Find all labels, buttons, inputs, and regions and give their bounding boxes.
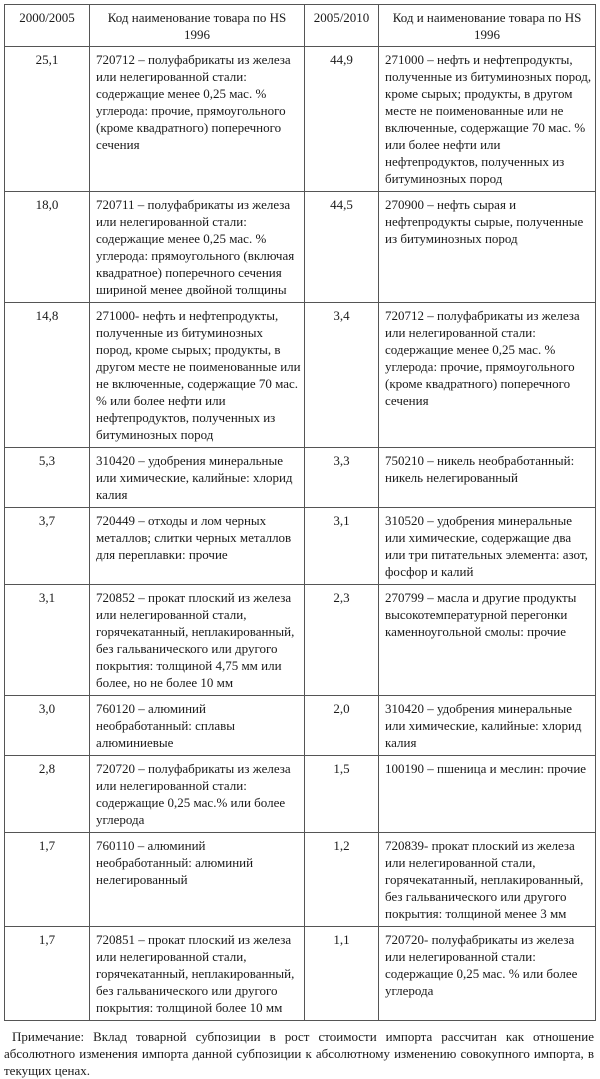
item-2005-2010: 310420 – удобрения минеральные или химические, калийные: хлорид калия <box>379 696 596 756</box>
share-2005-2010: 44,5 <box>305 192 379 303</box>
item-2000-2005: 720852 – прокат плоский из железа или нелегированной стали, горячекатанный, неплакированный, без гальванического или другого покрытия: толщиной 4,75 мм или более, но не более 10 мм <box>90 585 305 696</box>
item-2005-2010: 270799 – масла и другие продукты высокотемпературной перегонки каменноугольной смолы: прочие <box>379 585 596 696</box>
item-2000-2005: 310420 – удобрения минеральные или химические, калийные: хлорид калия <box>90 448 305 508</box>
item-2005-2010: 750210 – никель необработанный: никель нелегированный <box>379 448 596 508</box>
item-2005-2010: 310520 – удобрения минеральные или химические, содержащие два или три питательных элемента: азот, фосфор и калий <box>379 508 596 585</box>
share-2000-2005: 1,7 <box>5 833 90 927</box>
import-contribution-table <box>4 4 596 1021</box>
table-row <box>5 927 596 1021</box>
header-item-2000-2005: Код наименование товара по HS 1996 <box>90 5 305 47</box>
table-row <box>5 833 596 927</box>
share-2000-2005: 25,1 <box>5 47 90 192</box>
table-footnote: Примечание: Вклад товарной субпозиции в рост стоимости импорта рассчитан как отношение абсолютного изменения импорта данной субпозиции к абсолютному изменению совокупного импорта, в текущих ценах. <box>4 1029 594 1078</box>
table-header-row <box>5 5 596 47</box>
item-2005-2010: 270900 – нефть сырая и нефтепродукты сырые, полученные из битуминозных пород <box>379 192 596 303</box>
share-2000-2005: 3,7 <box>5 508 90 585</box>
share-2005-2010: 3,4 <box>305 303 379 448</box>
share-2000-2005: 2,8 <box>5 756 90 833</box>
table-row <box>5 508 596 585</box>
item-2000-2005: 720720 – полуфабрикаты из железа или нелегированной стали: содержащие 0,25 мас.% или более углерода <box>90 756 305 833</box>
item-2005-2010: 720712 – полуфабрикаты из железа или нелегированной стали: содержащие менее 0,25 мас. % углерода: прочие, прямоугольного (кроме квадратного) поперечного сечения <box>379 303 596 448</box>
header-period-2000-2005: 2000/2005 <box>5 5 90 47</box>
table-row <box>5 192 596 303</box>
item-2000-2005: 720851 – прокат плоский из железа или нелегированной стали, горячекатанный, неплакированный, без гальванического или другого покрытия: толщиной более 10 мм <box>90 927 305 1021</box>
item-2000-2005: 271000- нефть и нефтепродукты, полученные из битуминозных пород, кроме сырых; продукты, в другом месте не поименованные или не включенные, содержащие 70 мас. % или более нефти или нефтепродуктов, полученных из битуминозных пород <box>90 303 305 448</box>
header-period-2005-2010: 2005/2010 <box>305 5 379 47</box>
share-2005-2010: 2,3 <box>305 585 379 696</box>
share-2000-2005: 1,7 <box>5 927 90 1021</box>
item-2000-2005: 720711 – полуфабрикаты из железа или нелегированной стали: содержащие менее 0,25 мас. % углерода: прямоугольного (включая квадратное) поперечного сечения шириной менее двойной толщины <box>90 192 305 303</box>
table-row <box>5 696 596 756</box>
item-2005-2010: 720839- прокат плоский из железа или нелегированной стали, горячекатанный, неплакированный, без гальванического или другого покрытия: толщиной менее 3 мм <box>379 833 596 927</box>
header-item-2005-2010: Код и наименование товара по HS 1996 <box>379 5 596 47</box>
share-2000-2005: 18,0 <box>5 192 90 303</box>
share-2000-2005: 3,0 <box>5 696 90 756</box>
share-2000-2005: 14,8 <box>5 303 90 448</box>
share-2000-2005: 5,3 <box>5 448 90 508</box>
table-row <box>5 303 596 448</box>
share-2005-2010: 3,1 <box>305 508 379 585</box>
table-row <box>5 448 596 508</box>
share-2000-2005: 3,1 <box>5 585 90 696</box>
table-row <box>5 47 596 192</box>
item-2005-2010: 271000 – нефть и нефтепродукты, полученные из битуминозных пород, кроме сырых; продукты, в другом месте не поименованные или не включенные, содержащие 70 мас. % или более нефти или нефтепродуктов, полученных из битуминозных пород <box>379 47 596 192</box>
share-2005-2010: 3,3 <box>305 448 379 508</box>
share-2005-2010: 2,0 <box>305 696 379 756</box>
share-2005-2010: 1,5 <box>305 756 379 833</box>
item-2005-2010: 100190 – пшеница и меслин: прочие <box>379 756 596 833</box>
item-2005-2010: 720720- полуфабрикаты из железа или нелегированной стали: содержащие 0,25 мас. % или более углерода <box>379 927 596 1021</box>
share-2005-2010: 1,1 <box>305 927 379 1021</box>
table-row <box>5 756 596 833</box>
share-2005-2010: 1,2 <box>305 833 379 927</box>
item-2000-2005: 720712 – полуфабрикаты из железа или нелегированной стали: содержащие менее 0,25 мас. % углерода: прочие, прямоугольного (кроме квадратного) поперечного сечения <box>90 47 305 192</box>
share-2005-2010: 44,9 <box>305 47 379 192</box>
table-row <box>5 585 596 696</box>
item-2000-2005: 760120 – алюминий необработанный: сплавы алюминиевые <box>90 696 305 756</box>
item-2000-2005: 720449 – отходы и лом черных металлов; слитки черных металлов для переплавки: прочие <box>90 508 305 585</box>
item-2000-2005: 760110 – алюминий необработанный: алюминий нелегированный <box>90 833 305 927</box>
